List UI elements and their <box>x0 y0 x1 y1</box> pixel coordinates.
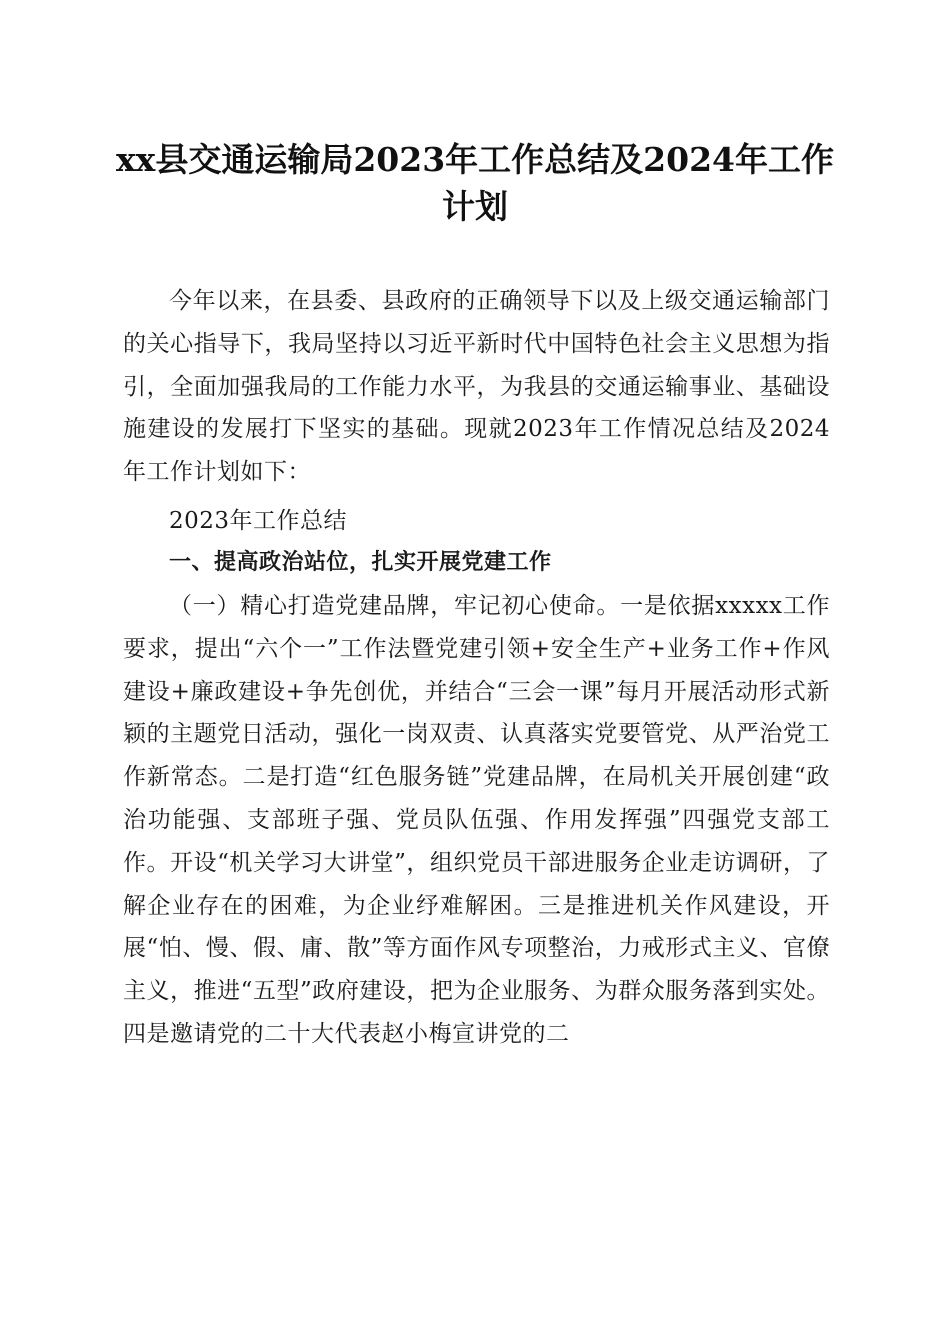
intro-paragraph: 今年以来，在县委、县政府的正确领导下以及上级交通运输部门的关心指导下，我局坚持以习近平新时代中国特色社会主义思想为指引，全面加强我局的工作能力水平，为我县的交通运输事业、基础设施建设的发展打下坚实的基础。现就2023年工作情况总结及2024年工作计划如下： <box>123 288 830 486</box>
paragraph-party-building: （一）精心打造党建品牌，牢记初心使命。一是依据xxxxx工作要求，提出“六个一”工作法暨党建引领+安全生产+业务工作+作风建设+廉政建设+争先创优，并结合“三会一课”每月开展活动形式新颖的主题党日活动，强化一岗双责、认真落实党要管党、从严治党工作新常态。二是打造“红色服务链”党建品牌，在局机关开展创建“政治功能强、支部班子强、党员队伍强、作用发挥强”四强党支部工作。开设“机关学习大讲堂”，组织党员干部进服务企业走访调研，了解企业存在的困难，为企业纾难解困。三是推进机关作风建设，开展“怕、慢、假、庸、散”等方面作风专项整治，力戒形式主义、官僚主义，推进“五型”政府建设，把为企业服务、为群众服务落到实处。四是邀请党的二十大代表赵小梅宣讲党的二 <box>123 593 830 1047</box>
summary-label: 2023年工作总结 <box>169 508 348 534</box>
section-heading-one: 一、提高政治站位，扎实开展党建工作 <box>169 550 552 575</box>
document-title: xx县交通运输局2023年工作总结及2024年工作计划 <box>115 140 835 226</box>
